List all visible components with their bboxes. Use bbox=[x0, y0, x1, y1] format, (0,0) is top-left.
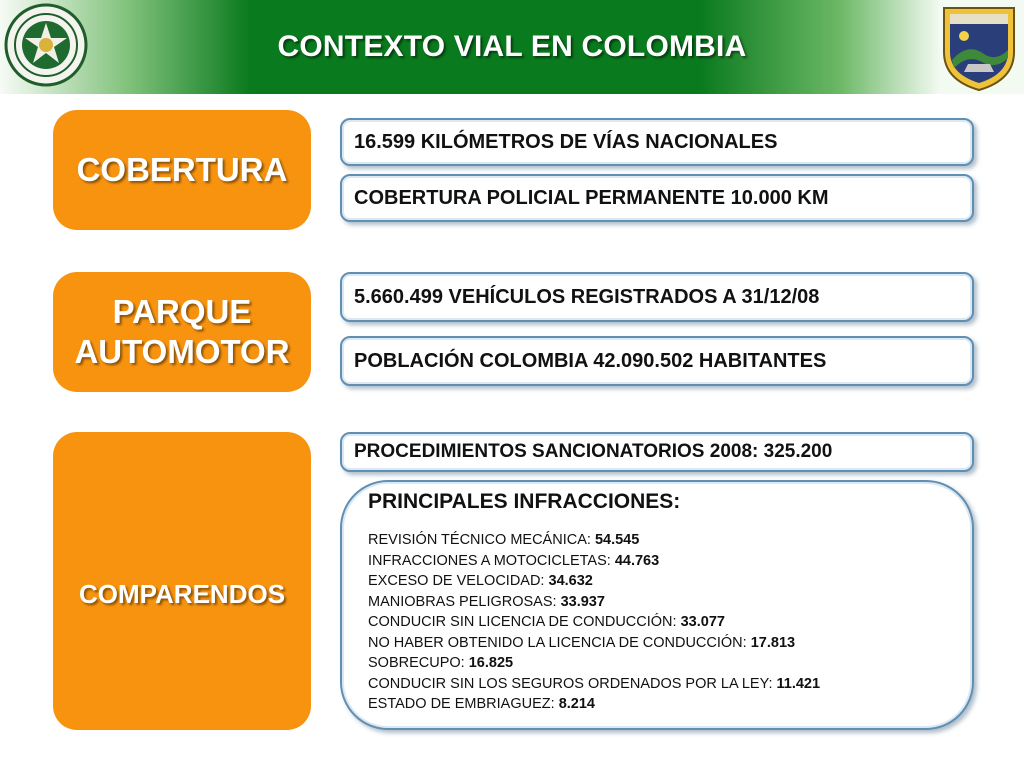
infraccion-value: 44.763 bbox=[614, 552, 660, 569]
category-parque-automotor bbox=[53, 272, 311, 392]
infraccion-label: SOBRECUPO: bbox=[368, 655, 469, 671]
fact-procedimientos-sancionatorios: PROCEDIMIENTOS SANCIONATORIOS 2008: 325.200 bbox=[340, 432, 974, 472]
infraccion-value: 33.077 bbox=[680, 614, 725, 630]
infraccion-label: CONDUCIR SIN LICENCIA DE CONDUCCIÓN: bbox=[368, 614, 681, 630]
list-item bbox=[368, 592, 820, 613]
infraccion-value: 11.421 bbox=[776, 675, 821, 692]
policia-transito-shield-icon bbox=[938, 2, 1020, 92]
category-comparendos-label: COMPARENDOS bbox=[78, 578, 286, 609]
infraccion-value: 16.825 bbox=[468, 655, 514, 671]
infracciones-list bbox=[368, 530, 820, 715]
list-item bbox=[368, 674, 820, 695]
infraccion-label: REVISIÓN TÉCNICO MECÁNICA: bbox=[368, 532, 595, 548]
page-title: CONTEXTO VIAL EN COLOMBIA bbox=[277, 30, 747, 63]
category-cobertura-label: COBERTURA bbox=[76, 151, 288, 188]
list-item bbox=[368, 612, 820, 633]
infracciones-title: PRINCIPALES INFRACCIONES: bbox=[368, 490, 681, 513]
category-parque-label-line1: PARQUE bbox=[112, 293, 252, 330]
infraccion-label: ESTADO DE EMBRIAGUEZ: bbox=[368, 696, 559, 712]
infraccion-label: MANIOBRAS PELIGROSAS: bbox=[368, 593, 561, 610]
fact-vehiculos-registrados: 5.660.499 VEHÍCULOS REGISTRADOS A 31/12/08 bbox=[340, 272, 974, 322]
infraccion-value: 33.937 bbox=[560, 593, 605, 610]
list-item bbox=[368, 653, 820, 674]
list-item bbox=[368, 530, 820, 551]
infraccion-label: EXCESO DE VELOCIDAD: bbox=[368, 573, 549, 589]
category-parque-label-line2: AUTOMOTOR bbox=[74, 333, 290, 370]
fact-poblacion-colombia: POBLACIÓN COLOMBIA 42.090.502 HABITANTES bbox=[340, 336, 974, 386]
fact-cobertura-policial: COBERTURA POLICIAL PERMANENTE 10.000 KM bbox=[340, 174, 974, 222]
infraccion-label: NO HABER OBTENIDO LA LICENCIA DE CONDUCCIÓN: bbox=[368, 634, 751, 651]
infraccion-value: 8.214 bbox=[558, 696, 595, 712]
list-item bbox=[368, 633, 820, 654]
list-item bbox=[368, 551, 820, 572]
list-item bbox=[368, 694, 820, 715]
infracciones-panel bbox=[340, 480, 974, 730]
infraccion-label: CONDUCIR SIN LOS SEGUROS ORDENADOS POR LA LEY: bbox=[368, 675, 777, 692]
header-banner bbox=[0, 0, 1024, 94]
list-item bbox=[368, 571, 820, 592]
category-comparendos bbox=[53, 432, 311, 730]
infraccion-label: INFRACCIONES A MOTOCICLETAS: bbox=[368, 552, 615, 569]
infraccion-value: 54.545 bbox=[594, 532, 640, 548]
category-cobertura bbox=[53, 110, 311, 230]
fact-kilometros-vias: 16.599 KILÓMETROS DE VÍAS NACIONALES bbox=[340, 118, 974, 166]
infraccion-value: 17.813 bbox=[750, 634, 796, 651]
infraccion-value: 34.632 bbox=[548, 573, 593, 589]
